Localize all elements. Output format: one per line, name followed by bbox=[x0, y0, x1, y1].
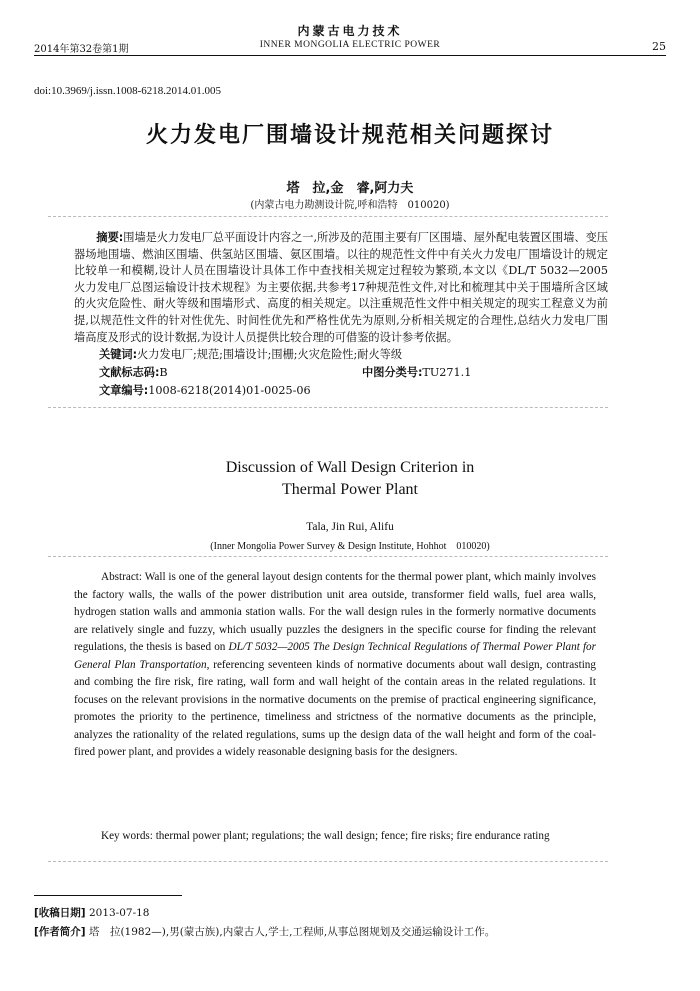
received-date bbox=[34, 905, 150, 920]
article-number bbox=[99, 382, 311, 398]
article-number-label: 文章编号: bbox=[99, 384, 149, 397]
keywords-cn bbox=[99, 347, 609, 363]
abstract-en-text-1: Wall is one of the general layout design contents for the thermal power plant, which mainly involves the factory walls, the walls of the power distribution unit area outside, transformer field walls, fuel area walls, hydrogen station walls and ammonia station walls. For the wall design rules in the formerly normative documents are relatively single and fuzzy, which usually puzzles the designers in the specific course for finding the relevant regulations, the thesis is based on bbox=[74, 571, 596, 653]
paper-title-en-line1: Discussion of Wall Design Criterion in bbox=[225, 459, 475, 476]
footnote-rule bbox=[34, 895, 182, 896]
abstract-en-cited-standard: DL/T 5032—2005 The Design Technical Regulations of Thermal Power Plant for General Plan Transportation bbox=[74, 641, 596, 671]
keywords-en bbox=[74, 828, 596, 846]
article-number-value: 1008-6218(2014)01-0025-06 bbox=[148, 384, 311, 397]
keywords-cn-label: 关键词: bbox=[99, 348, 138, 361]
keywords-cn-text: 火力发电厂;规范;围墙设计;围栅;火灾危险性;耐火等级 bbox=[137, 348, 403, 361]
paper-title-en bbox=[0, 457, 700, 501]
affiliation-en: (Inner Mongolia Power Survey & Design Institute, Hohhot 010020) bbox=[210, 541, 490, 552]
author-bio bbox=[34, 924, 495, 939]
authors-en: Tala, Jin Rui, Alifu bbox=[306, 521, 394, 533]
paper-title-en-line2: Thermal Power Plant bbox=[282, 481, 418, 498]
keywords-en-text: thermal power plant; regulations; the wall design; fence; fire risks; fire endurance rating bbox=[155, 830, 550, 842]
journal-title-cn: 内蒙古电力技术 bbox=[297, 24, 403, 38]
received-date-value: 2013-07-18 bbox=[88, 907, 150, 919]
header-rule bbox=[34, 55, 666, 56]
doi: doi:10.3969/j.issn.1008-6218.2014.01.005 bbox=[34, 85, 222, 97]
document-code-value: B bbox=[159, 366, 168, 379]
affiliation-cn: (内蒙古电力勘测设计院,呼和浩特 010020) bbox=[250, 200, 450, 211]
journal-title-en: INNER MONGOLIA ELECTRIC POWER bbox=[259, 40, 441, 50]
abstract-en-text-2: , referencing seventeen kinds of normative documents about wall design, contrasting and combing the fire risk, fire rating, wall form and wall height of the contain areas in the related regulations. It focuses on the relevant provisions in the normative documents on the premise of practical engineering significance, promotes the priority to the pertinence, timeliness and strictness of the normative documents as the principle, analyzes the rationality of the related regulations, sums up the design data of the wall height and form of the coal-fired power plant, and provides a widely reasonable designing basis for the designers. bbox=[74, 658, 596, 758]
abstract-cn bbox=[74, 230, 608, 346]
keywords-en-label: Key words: bbox=[101, 830, 153, 842]
page-number: 25 bbox=[652, 40, 666, 53]
abstract-cn-label: 摘要: bbox=[96, 231, 124, 244]
document-code bbox=[99, 364, 168, 380]
abstract-cn-text: 围墙是火力发电厂总平面设计内容之一,所涉及的范围主要有厂区围墙、屋外配电装置区围墙、变压器场地围墙、燃油区围墙、供氢站区围墙、氨区围墙。以往的规范性文件中有关火力发电厂围墙设计的规定比较单一和模糊,设计人员在围墙设计具体工作中查找相关规定过程较为繁琐,本文以《DL/T 5032—2005 火力发电厂总图运输设计技术规程》为主要依据,共参考17种规范性文件,对比和梳理其中关于围墙所含区域的火灾危险性、耐火等级和围墙形式、高度的相关规定。以注重规范性文件中相关规定的现实工程意义为前提,以规范性文件的针对性优先、时间性优先和严格性优先为原则,分析相关规定的合理性,总结火力发电厂围墙高度及形式的设计数据,为设计人员提供比较合理的可借鉴的设计参考依据。 bbox=[74, 231, 608, 344]
clc-number bbox=[362, 364, 471, 380]
abstract-en-label: Abstract: bbox=[101, 571, 143, 583]
author-bio-text: 塔 拉(1982—),男(蒙古族),内蒙古人,学士,工程师,从事总图规划及交通运输设计工作。 bbox=[88, 926, 496, 938]
abstract-en bbox=[74, 569, 596, 762]
clc-value: TU271.1 bbox=[422, 366, 472, 379]
author-bio-label: [作者简介] bbox=[34, 926, 86, 938]
authors-cn: 塔 拉,金 睿,阿力夫 bbox=[286, 181, 414, 196]
clc-label: 中图分类号: bbox=[362, 366, 423, 379]
received-date-label: [收稿日期] bbox=[34, 907, 86, 919]
issue-info: 2014年第32卷第1期 bbox=[34, 44, 129, 55]
paper-title-cn: 火力发电厂围墙设计规范相关问题探讨 bbox=[145, 122, 554, 148]
document-code-label: 文献标志码: bbox=[99, 366, 160, 379]
